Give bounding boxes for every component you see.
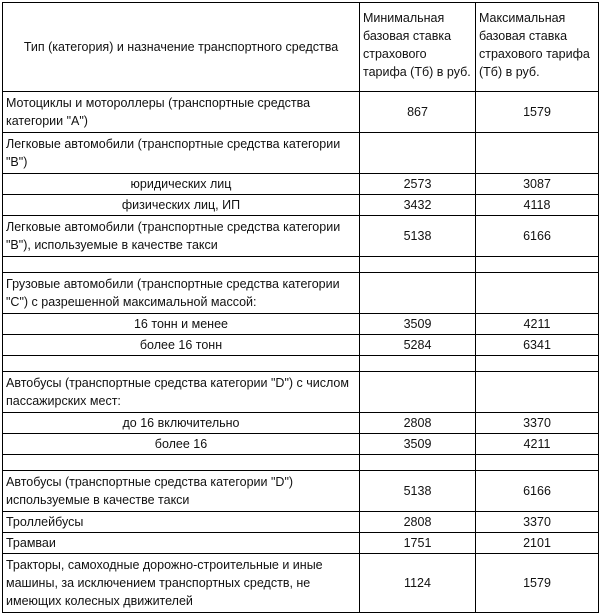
row-label: Автобусы (транспортные средства категории "D") используемые в качестве такси bbox=[3, 471, 360, 512]
max-rate-cell bbox=[476, 133, 599, 174]
min-rate-cell: 2808 bbox=[360, 512, 476, 533]
min-rate-cell: 867 bbox=[360, 92, 476, 133]
max-rate-cell: 3370 bbox=[476, 512, 599, 533]
max-rate-cell: 1579 bbox=[476, 554, 599, 613]
spacer-row bbox=[3, 257, 599, 273]
table-row bbox=[3, 413, 599, 434]
min-rate-cell: 5138 bbox=[360, 216, 476, 257]
table-row bbox=[3, 372, 599, 413]
row-label: Троллейбусы bbox=[3, 512, 360, 533]
max-rate-cell: 4211 bbox=[476, 314, 599, 335]
header-max-rate: Максимальная базовая ставка страхового тарифа (Тб) в руб. bbox=[476, 3, 599, 92]
min-rate-cell bbox=[360, 133, 476, 174]
table-row bbox=[3, 92, 599, 133]
row-label: более 16 bbox=[3, 434, 360, 455]
header-min-rate: Минимальная базовая ставка страхового тарифа (Тб) в руб. bbox=[360, 3, 476, 92]
header-type: Тип (категория) и назначение транспортного средства bbox=[3, 3, 360, 92]
max-rate-cell: 3370 bbox=[476, 413, 599, 434]
row-label: Грузовые автомобили (транспортные средства категории "С") с разрешенной максимальной массой: bbox=[3, 273, 360, 314]
table-row bbox=[3, 533, 599, 554]
row-label: Легковые автомобили (транспортные средства категории "В") bbox=[3, 133, 360, 174]
row-label: Трамваи bbox=[3, 533, 360, 554]
max-rate-cell: 6341 bbox=[476, 335, 599, 356]
max-rate-cell: 1579 bbox=[476, 92, 599, 133]
row-label: физических лиц, ИП bbox=[3, 195, 360, 216]
min-rate-cell: 5284 bbox=[360, 335, 476, 356]
table-row bbox=[3, 554, 599, 613]
tariff-table bbox=[2, 2, 599, 613]
table-row bbox=[3, 512, 599, 533]
max-rate-cell: 2101 bbox=[476, 533, 599, 554]
min-rate-cell: 3509 bbox=[360, 314, 476, 335]
spacer-row bbox=[3, 356, 599, 372]
min-rate-cell: 3432 bbox=[360, 195, 476, 216]
table-row bbox=[3, 314, 599, 335]
max-rate-cell: 4211 bbox=[476, 434, 599, 455]
row-label: Легковые автомобили (транспортные средства категории "В"), используемые в качестве такси bbox=[3, 216, 360, 257]
min-rate-cell: 1751 bbox=[360, 533, 476, 554]
min-rate-cell bbox=[360, 273, 476, 314]
row-label: 16 тонн и менее bbox=[3, 314, 360, 335]
min-rate-cell: 1124 bbox=[360, 554, 476, 613]
row-label: Тракторы, самоходные дорожно-строительные и иные машины, за исключением транспортных средств, не имеющих колесных движителей bbox=[3, 554, 360, 613]
row-label: Автобусы (транспортные средства категории "D") с числом пассажирских мест: bbox=[3, 372, 360, 413]
table-row bbox=[3, 216, 599, 257]
max-rate-cell bbox=[476, 273, 599, 314]
min-rate-cell: 3509 bbox=[360, 434, 476, 455]
row-label: до 16 включительно bbox=[3, 413, 360, 434]
max-rate-cell: 6166 bbox=[476, 216, 599, 257]
table-row bbox=[3, 195, 599, 216]
table-row bbox=[3, 133, 599, 174]
max-rate-cell: 4118 bbox=[476, 195, 599, 216]
table-row bbox=[3, 273, 599, 314]
min-rate-cell: 2808 bbox=[360, 413, 476, 434]
table-row bbox=[3, 471, 599, 512]
spacer-row bbox=[3, 455, 599, 471]
min-rate-cell bbox=[360, 372, 476, 413]
min-rate-cell: 5138 bbox=[360, 471, 476, 512]
row-label: Мотоциклы и мотороллеры (транспортные средства категории "А") bbox=[3, 92, 360, 133]
max-rate-cell: 6166 bbox=[476, 471, 599, 512]
table-row bbox=[3, 434, 599, 455]
table-row bbox=[3, 335, 599, 356]
min-rate-cell: 2573 bbox=[360, 174, 476, 195]
table-row bbox=[3, 174, 599, 195]
row-label: юридических лиц bbox=[3, 174, 360, 195]
row-label: более 16 тонн bbox=[3, 335, 360, 356]
max-rate-cell: 3087 bbox=[476, 174, 599, 195]
header-row bbox=[3, 3, 599, 92]
max-rate-cell bbox=[476, 372, 599, 413]
